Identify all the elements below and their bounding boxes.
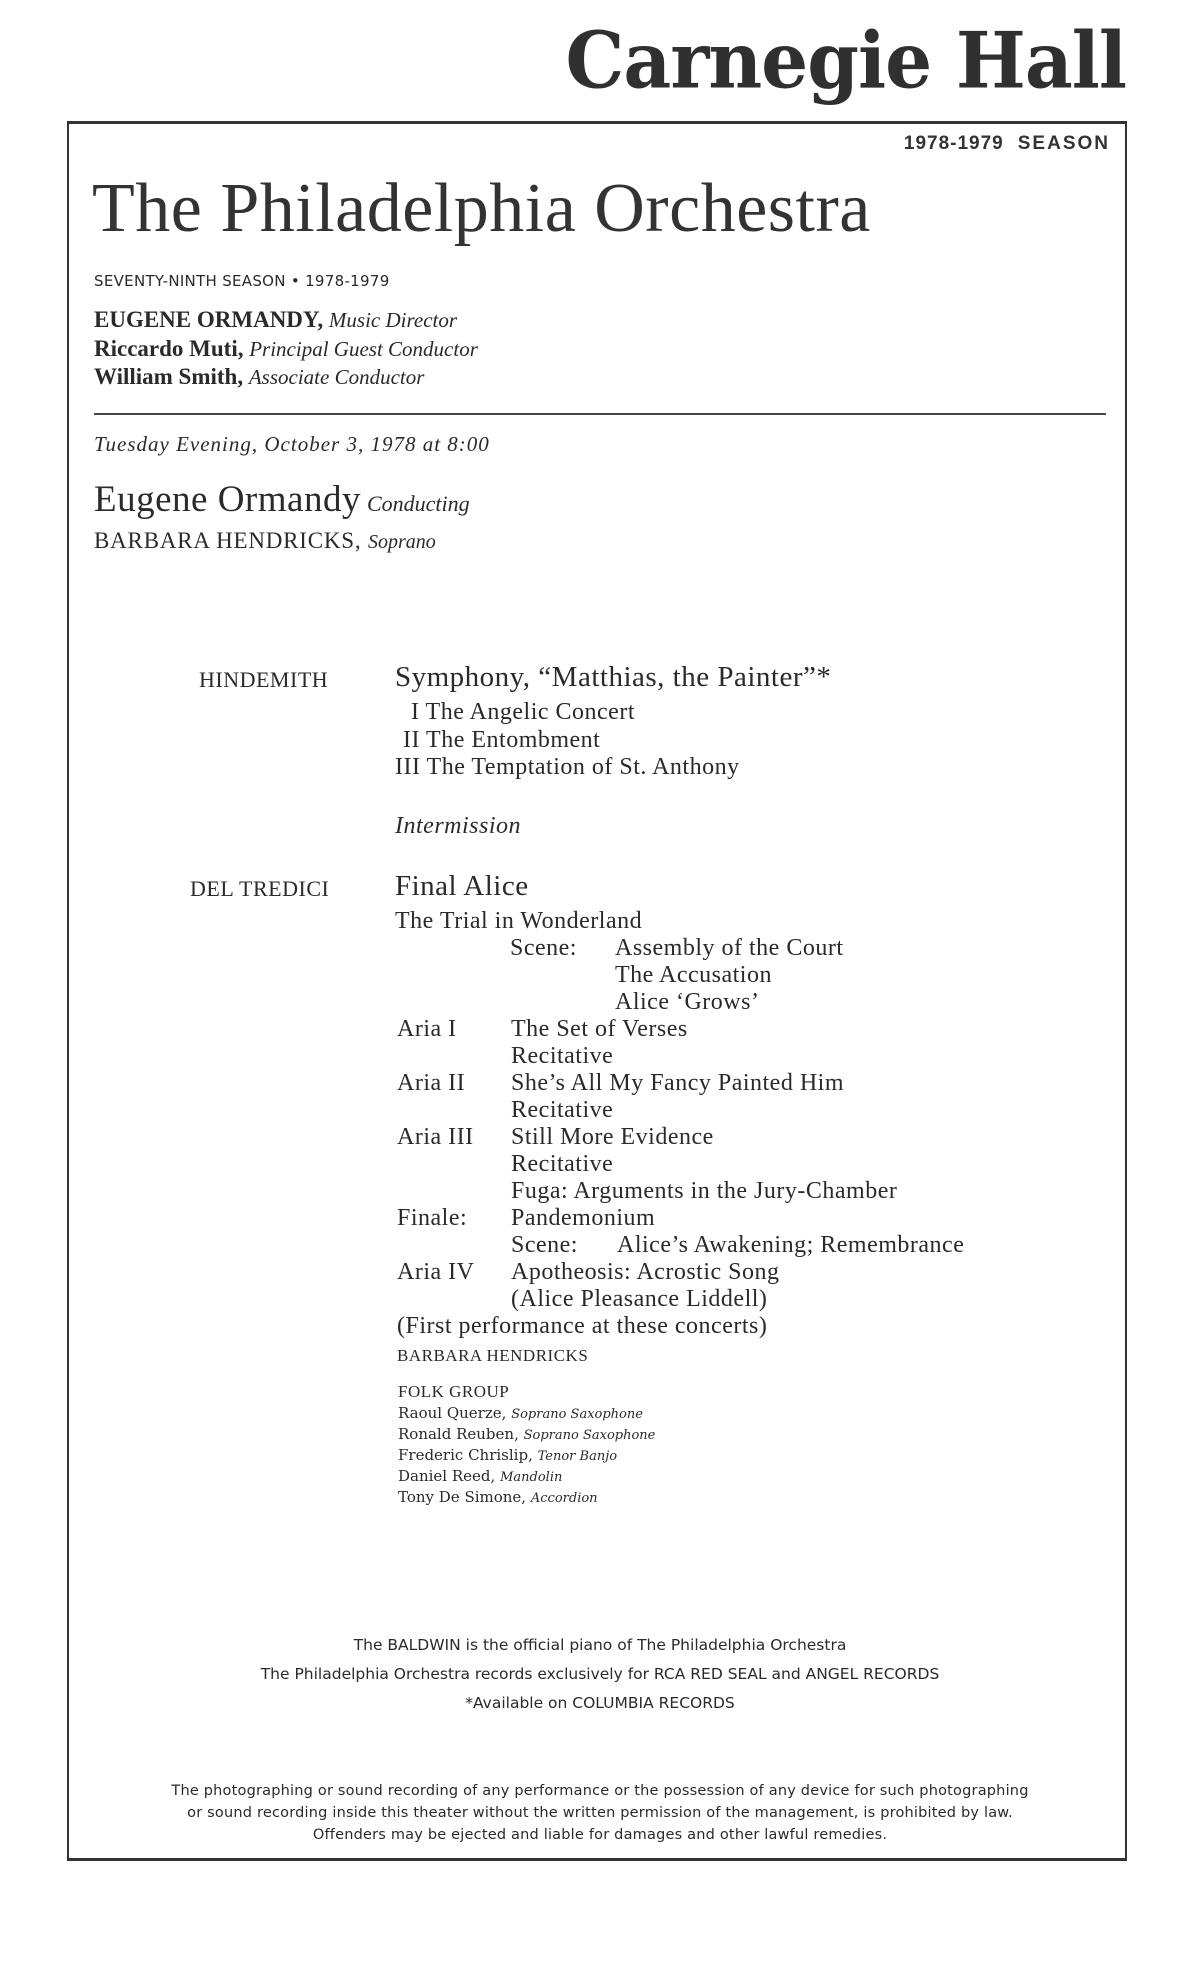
staff-name: Riccardo Muti,	[94, 336, 244, 361]
section-text: Recitative	[511, 1097, 614, 1123]
soloist-role: Soprano	[368, 531, 436, 553]
section-text: The Set of Verses	[511, 1016, 688, 1042]
work-title-symphony: Symphony, “Matthias, the Painter”*	[395, 661, 832, 693]
divider-rule	[94, 413, 1106, 415]
staff-role: Music Director	[328, 308, 458, 332]
section-text: Pandemonium	[511, 1205, 656, 1231]
staff-name: EUGENE ORMANDY,	[94, 307, 324, 332]
performance-note: (First performance at these concerts)	[397, 1313, 768, 1339]
section-label: Aria III	[397, 1124, 474, 1150]
folk-member	[398, 1448, 617, 1463]
movement: II The Entombment	[403, 727, 601, 753]
folk-member	[398, 1490, 598, 1505]
legal-notice-line: Offenders may be ejected and liable for damages and other lawful remedies.	[312, 1827, 888, 1843]
section-text: (Alice Pleasance Liddell)	[511, 1286, 768, 1312]
section-text: Recitative	[511, 1151, 614, 1177]
section-label: Aria IV	[397, 1259, 475, 1285]
member-name: Tony De Simone,	[398, 1488, 527, 1506]
section-text: Still More Evidence	[511, 1124, 714, 1150]
piece-soloist: BARBARA HENDRICKS	[397, 1346, 589, 1365]
section-label: Aria II	[397, 1070, 466, 1096]
conductor-line	[94, 478, 470, 521]
section-label: Aria I	[397, 1016, 457, 1042]
staff-role: Principal Guest Conductor	[249, 337, 478, 361]
movement: I The Angelic Concert	[411, 699, 635, 725]
legal-notice-line: or sound recording inside this theater without the written permission of the management, is prohibited by law.	[187, 1805, 1013, 1821]
section-sub-label: Scene:	[511, 1232, 578, 1258]
footer-asterisk-note: *Available on COLUMBIA RECORDS	[465, 1694, 735, 1712]
section-sub-label: Scene:	[510, 935, 577, 961]
season-years: 1978-1979	[903, 133, 1004, 154]
season-label: SEASON	[1017, 133, 1110, 154]
staff-role: Associate Conductor	[248, 365, 425, 389]
section-label: Finale:	[397, 1205, 468, 1231]
orchestra-title: The Philadelphia Orchestra	[92, 170, 871, 247]
legal-notice-line: The photographing or sound recording of any performance or the possession of any device for such photographing	[171, 1783, 1029, 1799]
section-text: Recitative	[511, 1043, 614, 1069]
section-text: Alice ‘Grows’	[615, 989, 760, 1015]
concert-date: Tuesday Evening, October 3, 1978 at 8:00	[94, 432, 490, 456]
member-instrument: Soprano Saxophone	[523, 1428, 656, 1443]
movement: III The Temptation of St. Anthony	[395, 754, 740, 780]
season-tag	[904, 133, 1110, 155]
member-name: Ronald Reuben,	[398, 1425, 519, 1443]
section-text: Fuga: Arguments in the Jury-Chamber	[511, 1178, 898, 1204]
composer-hindemith: HINDEMITH	[199, 667, 329, 692]
composer-del-tredici: DEL TREDICI	[190, 876, 330, 901]
footer-records-note: The Philadelphia Orchestra records exclusively for RCA RED SEAL and ANGEL RECORDS	[260, 1665, 940, 1683]
section-text: Assembly of the Court	[615, 935, 844, 961]
member-name: Raoul Querze,	[398, 1404, 507, 1422]
staff-music-director	[94, 308, 457, 331]
section-text: The Accusation	[615, 962, 772, 988]
season-line: SEVENTY-NINTH SEASON • 1978-1979	[94, 272, 390, 290]
member-instrument: Soprano Saxophone	[511, 1407, 643, 1422]
work-title-final-alice: Final Alice	[395, 870, 529, 902]
section-text: Alice’s Awakening; Remembrance	[617, 1232, 965, 1258]
staff-associate-conductor	[94, 365, 424, 388]
soloist-name: BARBARA HENDRICKS,	[94, 528, 362, 553]
member-instrument: Mandolin	[500, 1470, 563, 1485]
soloist-line	[94, 528, 436, 554]
conductor-name: Eugene Ormandy	[94, 479, 361, 520]
member-name: Daniel Reed,	[398, 1467, 496, 1485]
section-text: She’s All My Fancy Painted Him	[511, 1070, 844, 1096]
conductor-role: Conducting	[366, 491, 470, 516]
work-subtitle: The Trial in Wonderland	[395, 908, 643, 934]
staff-guest-conductor	[94, 337, 478, 360]
member-name: Frederic Chrislip,	[398, 1446, 533, 1464]
footer-piano-note: The BALDWIN is the official piano of The Philadelphia Orchestra	[353, 1636, 847, 1654]
intermission: Intermission	[395, 813, 521, 839]
folk-member	[398, 1469, 562, 1484]
section-text: Apotheosis: Acrostic Song	[511, 1259, 780, 1285]
member-instrument: Tenor Banjo	[537, 1449, 618, 1464]
staff-name: William Smith,	[94, 364, 244, 389]
folk-group-heading: FOLK GROUP	[398, 1382, 510, 1401]
member-instrument: Accordion	[530, 1491, 598, 1506]
folk-member	[398, 1427, 655, 1442]
venue-title: Carnegie Hall	[565, 15, 1126, 107]
folk-member	[398, 1406, 643, 1421]
